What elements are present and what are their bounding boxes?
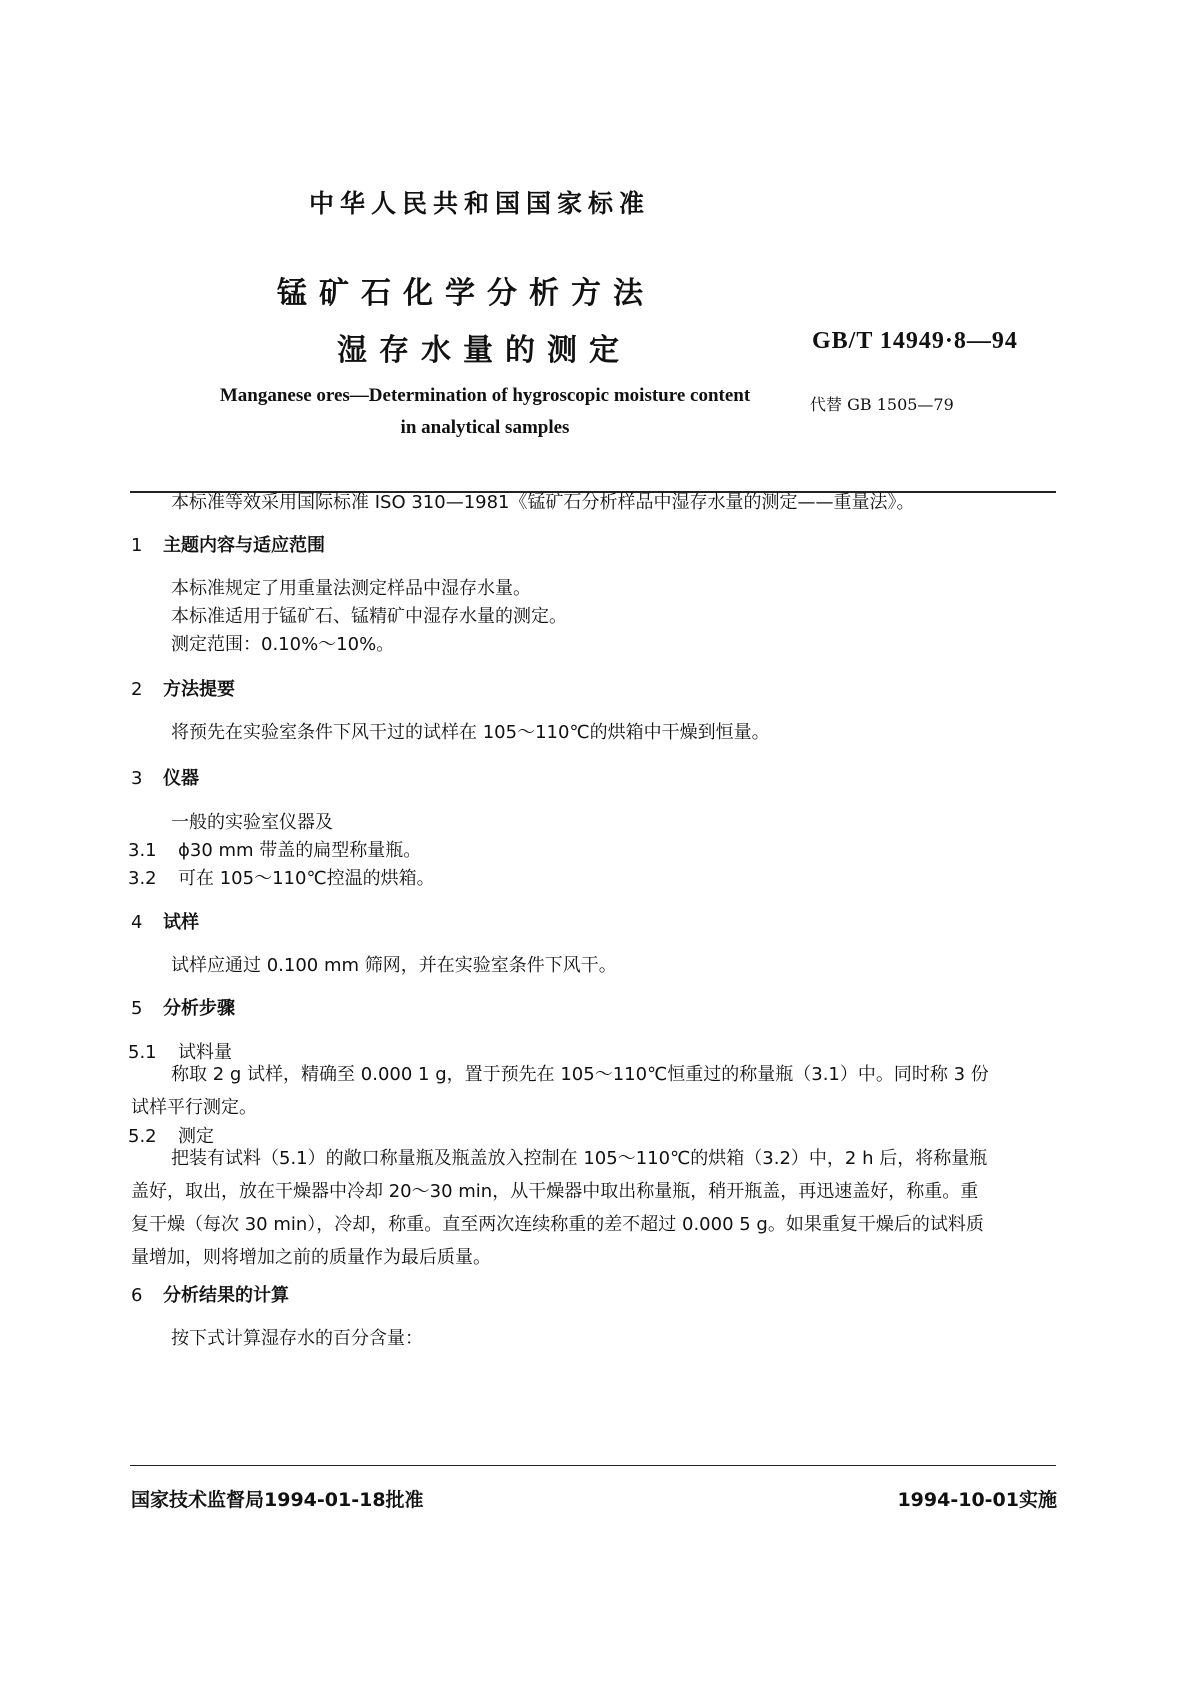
section-1-number: 1 [131,535,143,556]
document-title-line1: 锰矿石化学分析方法 [277,276,655,311]
section-6-number: 6 [131,1285,143,1306]
english-title-line2: in analytical samples [400,417,570,438]
section-2-text: 将预先在实验室条件下风干过的试样在 105～110℃的烘箱中干燥到恒量。 [171,722,770,743]
section-3-item-2-text: 可在 105～110℃控温的烘箱。 [178,868,435,889]
section-5-2-number: 5.2 [128,1126,157,1147]
section-4-text: 试样应通过 0.100 mm 筛网，并在实验室条件下风干。 [171,955,617,976]
section-5-1-number: 5.1 [128,1042,157,1063]
section-5-1-title: 试料量 [178,1042,232,1063]
section-3-item-1 [128,836,421,862]
section-2-title: 方法提要 [163,679,235,700]
section-2-number: 2 [131,679,143,700]
section-5-number: 5 [131,998,143,1019]
section-3-title: 仪器 [163,768,199,789]
section-5-1-text: 称取 2 g 试样，精确至 0.000 1 g，置于预先在 105～110℃恒重过的称量瓶（3.1）中。同时称 3 份试样平行测定。 [131,1064,989,1118]
section-3-item-2 [128,864,435,890]
section-6-title: 分析结果的计算 [163,1285,289,1306]
section-3-heading [131,764,199,790]
section-3-item-1-number: 3.1 [128,840,157,861]
approval-date: 国家技术监督局1994-01-18批准 [131,1489,424,1511]
section-1-title: 主题内容与适应范围 [163,535,325,556]
section-5-heading [131,994,235,1020]
section-3-number: 3 [131,768,143,789]
section-6-text: 按下式计算湿存水的百分含量： [171,1328,423,1349]
section-5-title: 分析步骤 [163,998,235,1019]
section-1-line-1: 本标准规定了用重量法测定样品中湿存水量。 [171,578,531,599]
section-1-line-2: 本标准适用于锰矿石、锰精矿中湿存水量的测定。 [171,606,567,627]
replaces-note: 代替 GB 1505—79 [810,395,954,414]
section-4-title: 试样 [163,912,199,933]
english-title-line1: Manganese ores—Determination of hygroscopic moisture content [219,385,751,406]
footer-divider [130,1465,1056,1466]
section-3-item-1-text: ϕ30 mm 带盖的扁型称量瓶。 [178,840,422,861]
section-3-intro: 一般的实验室仪器及 [171,812,333,833]
section-4-number: 4 [131,912,143,933]
section-1-line-3: 测定范围：0.10%～10%。 [171,634,395,655]
effective-date: 1994-10-01实施 [897,1489,1057,1511]
intro-paragraph: 本标准等效采用国际标准 ISO 310—1981《锰矿石分析样品中湿存水量的测定——重量法》。 [171,492,915,513]
section-5-2-text: 把装有试料（5.1）的敞口称量瓶及瓶盖放入控制在 105～110℃的烘箱（3.2）中，2 h 后，将称量瓶盖好，取出，放在干燥器中冷却 20～30 min，从干燥器中取出称量瓶，稍开瓶盖，再迅速盖好，称重。重复干燥（每次 30 min），冷却，称重。直至两次连续称重的差不超过 0.000 5 g。如果重复干燥后的试料质量增加，则将增加之前的质量作为最后质量。 [131,1148,988,1268]
section-1-heading [131,531,325,557]
section-6-heading [131,1281,289,1307]
section-5-2-title: 测定 [178,1126,214,1147]
section-3-item-2-number: 3.2 [128,868,157,889]
section-4-heading [131,908,199,934]
document-title-line2: 湿存水量的测定 [337,333,631,368]
national-standard-heading: 中华人民共和国国家标准 [309,189,651,218]
english-title [150,380,820,444]
section-2-heading [131,675,235,701]
standard-number: GB/T 14949·8—94 [812,328,1018,354]
